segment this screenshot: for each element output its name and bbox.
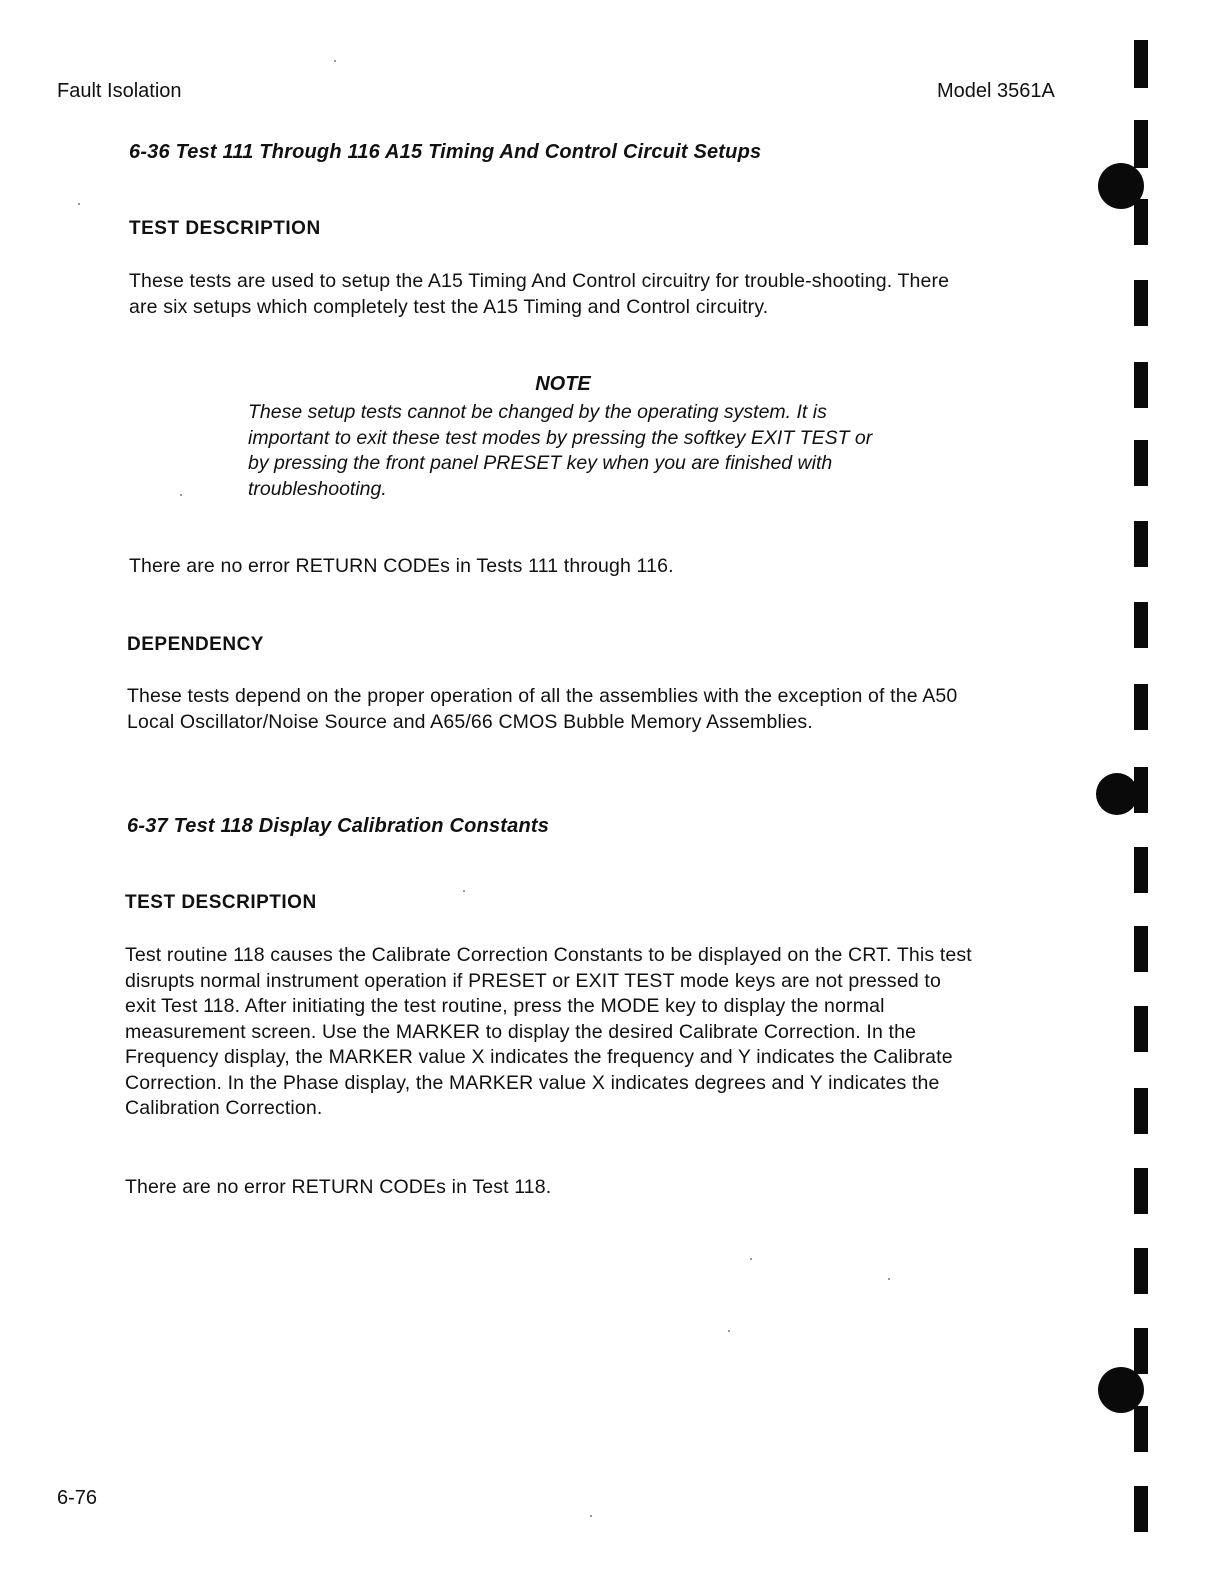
scan-speck — [590, 1515, 592, 1517]
section-title-6-36: 6-36 Test 111 Through 116 A15 Timing And Control Circuit Setups — [129, 141, 762, 163]
section-title-6-37: 6-37 Test 118 Display Calibration Constants — [127, 815, 550, 837]
running-header-left: Fault Isolation — [57, 80, 182, 102]
paragraph-no-return-codes-111-116: There are no error RETURN CODEs in Tests 111 through 116. — [129, 555, 674, 577]
scan-speck — [180, 494, 182, 496]
change-bar — [1134, 1328, 1148, 1374]
running-header-right: Model 3561A — [937, 80, 1055, 102]
change-bar — [1134, 1486, 1148, 1532]
change-bar — [1134, 1006, 1148, 1052]
change-bar — [1134, 767, 1148, 813]
change-bar — [1134, 1168, 1148, 1214]
subheading-test-description-2: TEST DESCRIPTION — [125, 892, 317, 913]
scan-speck — [728, 1330, 730, 1332]
scan-speck — [888, 1278, 890, 1280]
scan-speck — [750, 1258, 752, 1260]
scan-speck — [78, 203, 80, 205]
change-bar — [1134, 521, 1148, 567]
change-bar — [1134, 362, 1148, 408]
paragraph-test-118-description: Test routine 118 causes the Calibrate Correction Constants to be displayed on the CRT. This test disrupts normal instrument operation if PRESET or EXIT TEST mode keys are not pressed to exit Test 118. After initiating the test routine, press the MODE key to display the normal measurement screen. Use the MARKER to display the desired Calibrate Correction. In the Frequency display, the MARKER value X indicates the frequency and Y indicates the Calibrate Correction. In the Phase display, the MARKER value X indicates degrees and Y indicates the Calibration Correction. — [125, 944, 972, 1119]
change-bar — [1134, 602, 1148, 648]
paragraph-test-description: These tests are used to setup the A15 Timing And Control circuitry for trouble-shooting. There are six setups which completely test the A15 Timing and Control circuitry. — [129, 270, 950, 318]
change-bar — [1134, 40, 1148, 88]
change-bar — [1134, 280, 1148, 326]
paragraph-no-return-codes-118: There are no error RETURN CODEs in Test 118. — [125, 1176, 552, 1198]
change-bar — [1134, 684, 1148, 730]
change-bar — [1134, 1248, 1148, 1294]
scan-speck — [463, 890, 465, 892]
note-text: These setup tests cannot be changed by the operating system. It is important to exit these test modes by pressing the softkey EXIT TEST or by pressing the front panel PRESET key when you are finished with troubleshooting. — [248, 401, 873, 500]
change-bar — [1134, 199, 1148, 245]
page-number: 6-76 — [57, 1487, 98, 1509]
change-bar — [1134, 1406, 1148, 1452]
change-bar — [1134, 440, 1148, 486]
subheading-test-description: TEST DESCRIPTION — [129, 218, 321, 239]
scan-speck — [334, 60, 336, 62]
note-title: NOTE — [535, 373, 591, 395]
change-bar — [1134, 847, 1148, 893]
change-bar — [1134, 120, 1148, 168]
subheading-dependency: DEPENDENCY — [127, 634, 264, 655]
paragraph-dependency: These tests depend on the proper operation of all the assemblies with the exception of the A50 Local Oscillator/Noise Source and A65/66 CMOS Bubble Memory Assemblies. — [127, 685, 958, 733]
binding-hole-mark — [1096, 773, 1138, 815]
change-bar — [1134, 926, 1148, 972]
change-bar — [1134, 1088, 1148, 1134]
